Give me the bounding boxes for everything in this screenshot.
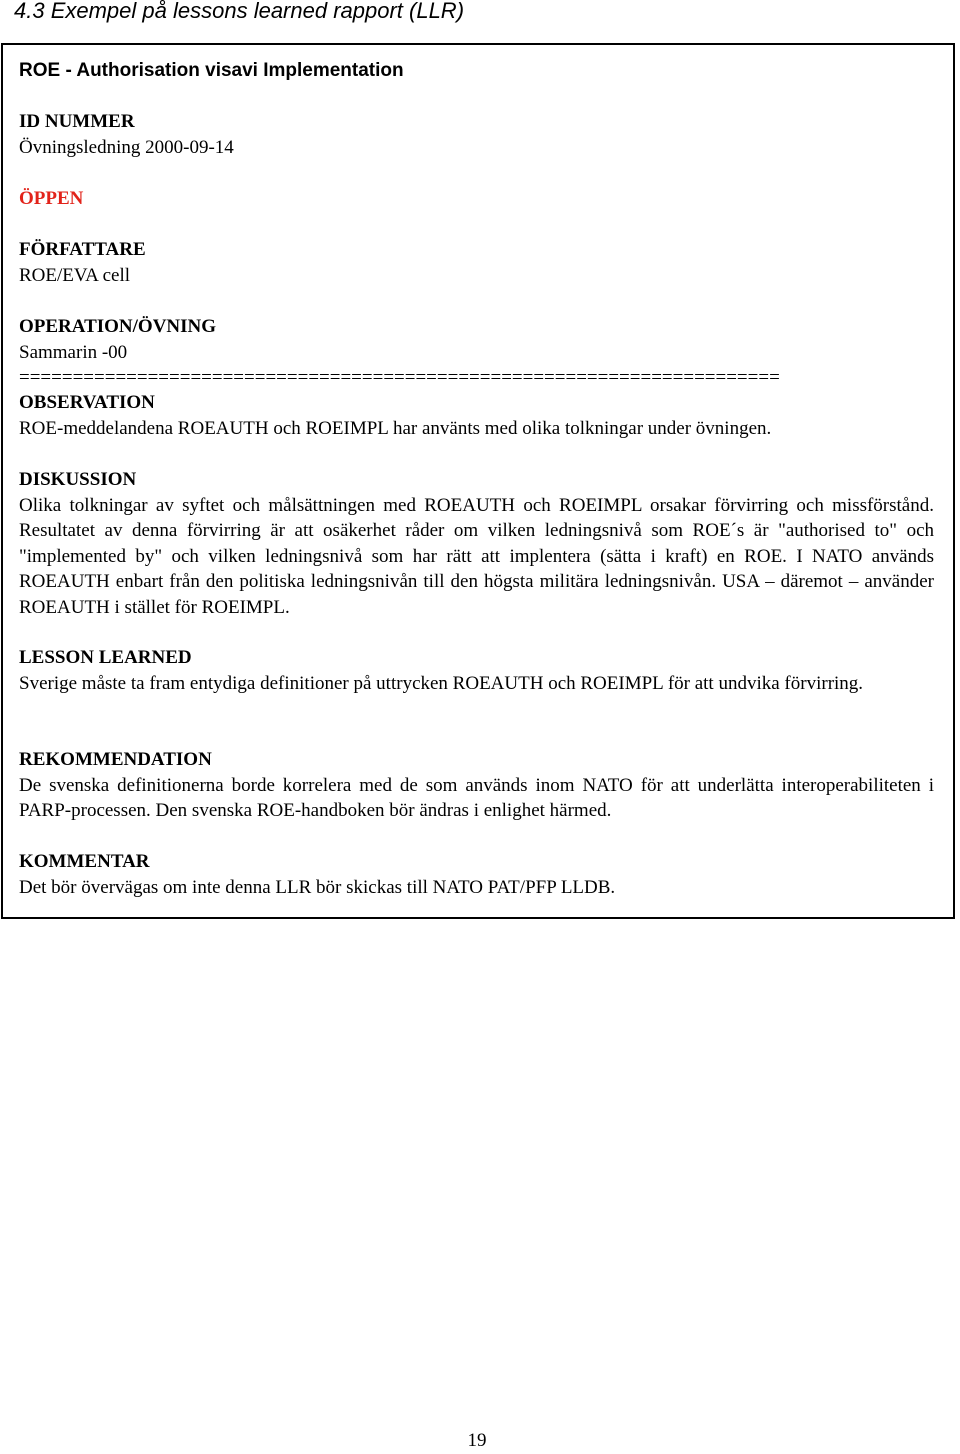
discussion-text: Olika tolkningar av syftet och målsättningen med ROEAUTH och ROEIMPL orsakar förvirring och missförstånd. Resultatet av denna förvirring är att osäkerhet råder om vilken ledningsnivå som ROE´s är "authorised to" och "implemented by" och vilken ledningsnivå som har rätt att implentera (sätta i kraft) en ROE. I NATO används ROEAUTH enbart från den politiska ledningsnivån till den högsta militära ledningsnivån. USA – däremot – använder ROEAUTH i stället för ROEIMPL. — [19, 494, 934, 618]
page-number: 19 — [467, 1430, 487, 1451]
discussion-label: DISKUSSION — [19, 469, 137, 490]
report-title: ROE - Authorisation visavi Implementation — [19, 60, 404, 81]
observation-section — [19, 390, 934, 441]
author-label: FÖRFATTARE — [19, 239, 146, 260]
lesson-learned-section — [19, 645, 934, 696]
section-heading: 4.3 Exempel på lessons learned rapport (LLR) — [14, 0, 465, 23]
comment-section — [19, 849, 934, 900]
operation-field — [19, 314, 934, 365]
author-value: ROE/EVA cell — [19, 264, 131, 286]
comment-text: Det bör övervägas om inte denna LLR bör skickas till NATO PAT/PFP LLDB. — [19, 876, 616, 898]
recommendation-text: De svenska definitionerna borde korrelera med de som används inom NATO för att underlätta interoperabiliteten i PARP-processen. Den svenska ROE-handboken bör ändras i enlighet härmed. — [19, 774, 934, 821]
id-number-field — [19, 109, 934, 160]
recommendation-section — [19, 747, 934, 824]
observation-text: ROE-meddelandena ROEAUTH och ROEIMPL har använts med olika tolkningar under övningen. — [19, 417, 772, 439]
lesson-learned-label: LESSON LEARNED — [19, 647, 192, 668]
author-field — [19, 237, 934, 288]
lesson-learned-text: Sverige måste ta fram entydiga definitioner på uttrycken ROEAUTH och ROEIMPL för att undvika förvirring. — [19, 672, 864, 694]
id-number-label: ID NUMMER — [19, 111, 135, 132]
operation-value: Sammarin -00 — [19, 341, 128, 363]
status-field — [19, 186, 934, 212]
recommendation-label: REKOMMENDATION — [19, 749, 212, 770]
comment-label: KOMMENTAR — [19, 851, 150, 872]
discussion-section — [19, 467, 934, 620]
status-label: ÖPPEN — [19, 188, 84, 209]
id-number-value: Övningsledning 2000-09-14 — [19, 136, 234, 158]
divider-line: ======================================================================= — [19, 367, 780, 388]
operation-label: OPERATION/ÖVNING — [19, 316, 217, 337]
observation-label: OBSERVATION — [19, 392, 155, 413]
